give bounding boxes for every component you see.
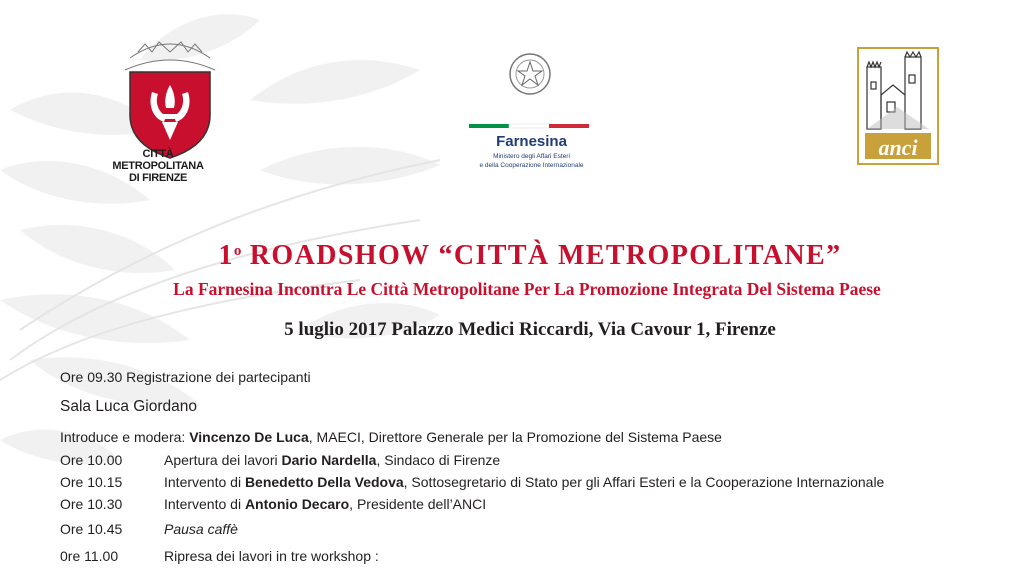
agenda-time: Ore 10.45	[60, 521, 123, 537]
agenda-time: Ore 10.00	[60, 452, 123, 468]
agenda-suffix: , Sottosegretario di Stato per gli Affari Esteri e la Cooperazione Internazionale	[403, 474, 885, 490]
metro-logo-caption	[98, 148, 218, 184]
agenda-description: Pausa caffè	[164, 521, 238, 537]
intro-name: Vincenzo De Luca	[189, 429, 309, 445]
intro-prefix: Introduce e modera:	[60, 429, 190, 445]
agenda-prefix: Intervento di	[164, 474, 245, 490]
agenda-prefix: Apertura dei lavori	[164, 452, 282, 468]
agenda-description	[164, 452, 500, 468]
title-text: ROADSHOW “CITTÀ METROPOLITANE”	[241, 240, 842, 271]
agenda-speaker: Benedetto Della Vedova	[244, 474, 404, 490]
intro-suffix: , MAECI, Direttore Generale per la Promozione del Sistema Paese	[308, 429, 722, 445]
farnesina-sub-line2: e della Cooperazione Internazionale	[479, 162, 584, 169]
agenda-speaker: Antonio Decaro	[244, 496, 350, 512]
agenda-description	[164, 474, 884, 490]
agenda-speaker: Dario Nardella	[281, 452, 377, 468]
agenda-prefix: Intervento di	[164, 496, 245, 512]
farnesina-subtitle	[464, 152, 599, 170]
farnesina-sub-line1: Ministero degli Affari Esteri	[493, 153, 570, 160]
event-title	[18, 240, 1024, 272]
metro-caption-line2: DI FIRENZE	[128, 172, 188, 184]
agenda-description	[164, 496, 486, 512]
room-name: Sala Luca Giordano	[60, 398, 198, 415]
agenda-time: Ore 10.30	[60, 496, 123, 512]
registration-line: Ore 09.30 Registrazione dei partecipanti	[60, 369, 311, 385]
metro-caption-line1: CITTÀ METROPOLITANA	[112, 148, 204, 172]
farnesina-name: Farnesina	[496, 133, 567, 150]
event-subtitle: La Farnesina Incontra Le Città Metropolitane Per La Promozione Integrata Del Sistema Paese	[173, 279, 881, 299]
title-number: 1	[218, 240, 234, 271]
agenda-description: Ripresa dei lavori in tre workshop :	[164, 548, 379, 564]
event-date-location: 5 luglio 2017 Palazzo Medici Riccardi, Via Cavour 1, Firenze	[284, 319, 776, 340]
agenda-suffix: , Presidente dell’ANCI	[349, 496, 487, 512]
agenda-time: 0re 11.00	[60, 548, 119, 564]
title-ordinal: o	[233, 243, 242, 259]
agenda-time: Ore 10.15	[60, 474, 123, 490]
agenda-suffix: , Sindaco di Firenze	[376, 452, 501, 468]
anci-label: anci	[878, 135, 918, 160]
intro-line	[60, 429, 722, 445]
